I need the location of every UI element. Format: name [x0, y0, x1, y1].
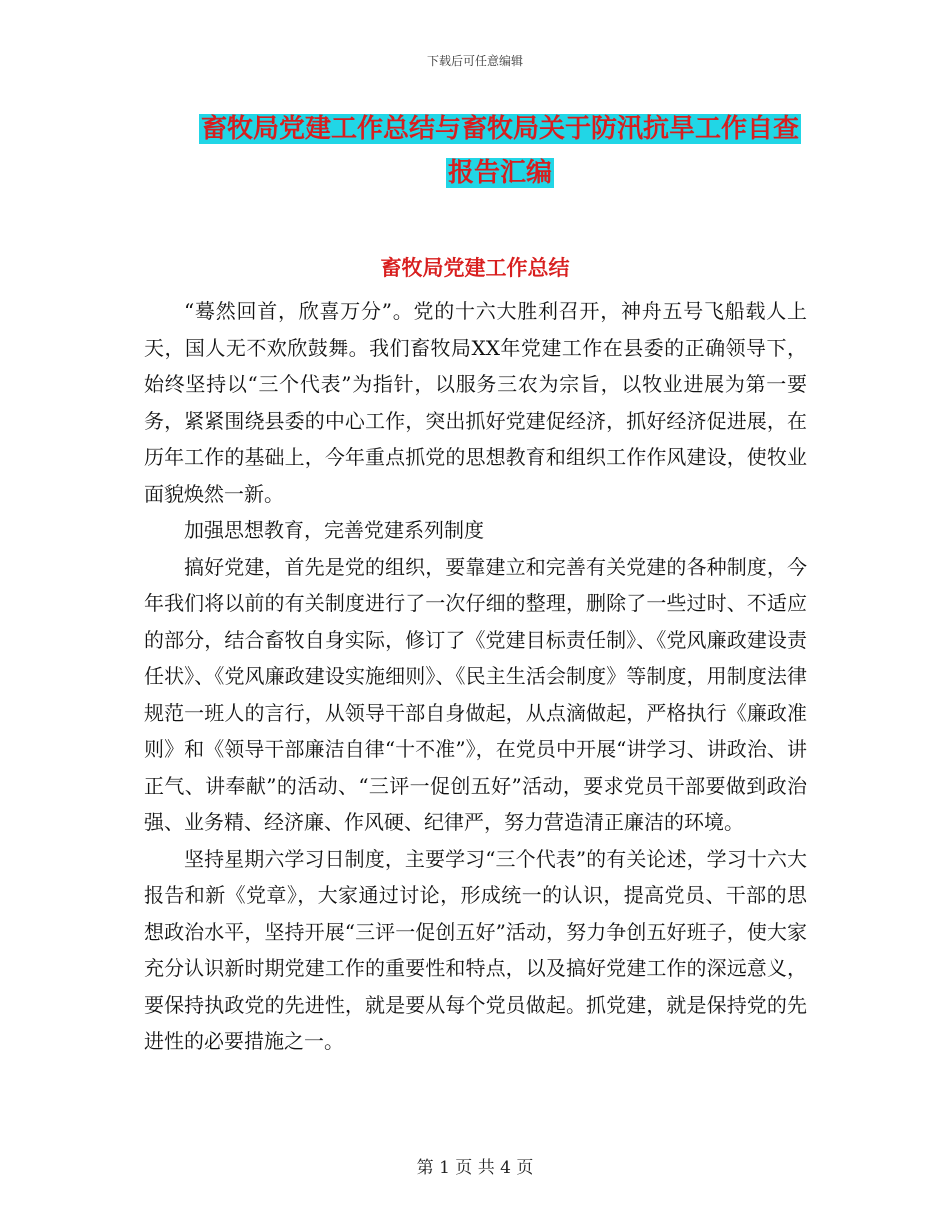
document-title-line-1	[190, 112, 810, 146]
page-header-note: 下载后可任意编辑	[426, 54, 523, 68]
document-title-line-1-text: 畜牧局党建工作总结与畜牧局关于防汛抗旱工作自查	[200, 114, 799, 144]
document-title-line-2-text: 报告汇编	[447, 158, 552, 188]
document-title-line-2	[190, 156, 810, 190]
paragraph-heading: 加强思想教育，完善党建系列制度	[184, 518, 484, 542]
section-title: 畜牧局党建工作总结	[380, 256, 570, 280]
page-number: 第 1 页 共 4 页	[416, 1158, 534, 1178]
paragraph: “蓦然回首，欣喜万分”。党的十六大胜利召开，神舟五号飞船载人上天，国人无不欢欣鼓舞。我们畜牧局XX年党建工作在县委的正确领导下，始终坚持以“三个代表”为指针，以服务三农为宗旨，以牧业进展为第一要务，紧紧围绕县委的中心工作，突出抓好党建促经济，抓好经济促进展，在历年工作的基础上，今年重点抓党的思想教育和组织工作作风建设，使牧业面貌焕然一新。	[144, 299, 807, 506]
body-text	[144, 293, 807, 1060]
paragraph: 坚持星期六学习日制度，主要学习“三个代表”的有关论述，学习十六大报告和新《党章》，大家通过讨论，形成统一的认识，提高党员、干部的思想政治水平，坚持开展“三评一促创五好”活动，努力争创五好班子，使大家充分认识新时期党建工作的重要性和特点，以及搞好党建工作的深远意义，要保持执政党的先进性，就是要从每个党员做起。抓党建，就是保持党的先进性的必要措施之一。	[144, 846, 807, 1053]
paragraph: 搞好党建，首先是党的组织，要靠建立和完善有关党建的各种制度，今年我们将以前的有关制度进行了一次仔细的整理，删除了一些过时、不适应的部分，结合畜牧自身实际，修订了《党建目标责任制》、《党风廉政建设责任状》、《党风廉政建设实施细则》、《民主生活会制度》等制度，用制度法律规范一班人的言行，从领导干部自身做起，从点滴做起，严格执行《廉政准则》和《领导干部廉洁自律“十不准”》，在党员中开展“讲学习、讲政治、讲正气、讲奉献”的活动、“三评一促创五好”活动，要求党员干部要做到政治强、业务精、经济廉、作风硬、纪律严，努力营造清正廉洁的环境。	[144, 554, 807, 834]
